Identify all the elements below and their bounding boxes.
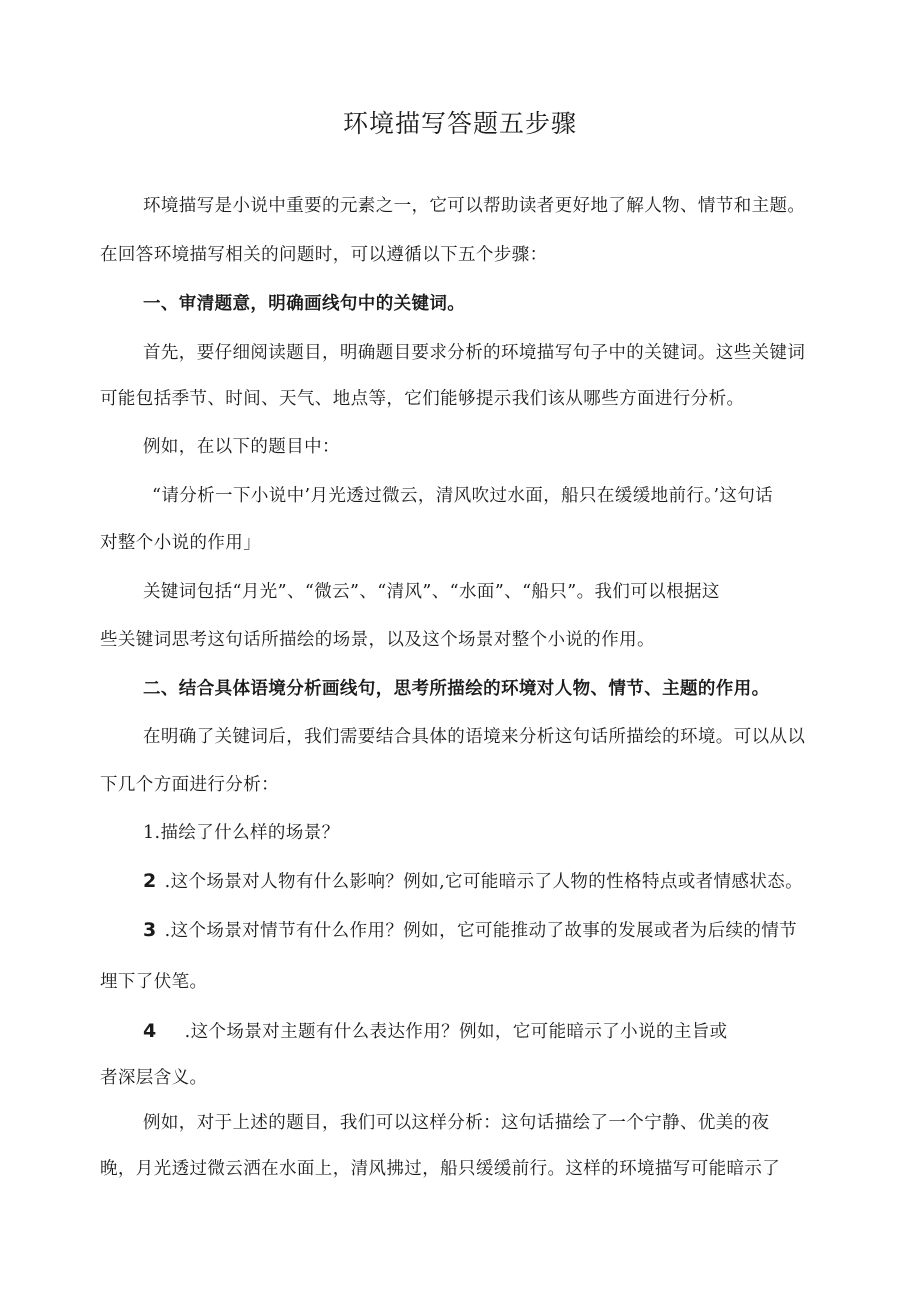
list-item-3-continuation: 埋下了伏笔。	[100, 972, 208, 992]
step2-paragraph-line-1: 在明确了关键词后，我们需要结合具体的语境来分析这句话所描绘的环境。可以从以	[143, 727, 806, 747]
intro-line-1: 环境描写是小说中重要的元素之一，它可以帮助读者更好地了解人物、情节和主题。	[143, 196, 806, 216]
quote-line-1: “请分析一下小说中’月光透过微云，清风吹过水面，船只在缓缓地前行。’这句话	[152, 486, 774, 506]
list-item-4-number: 4	[143, 1020, 157, 1042]
document-title: 环境描写答题五步骤	[342, 109, 577, 138]
list-item-1: 1.描绘了什么样的场景？	[143, 823, 340, 843]
step1-heading: 一、审清题意，明确画线句中的关键词。	[143, 294, 466, 314]
list-item-4-continuation: 者深层含义。	[100, 1068, 208, 1088]
keywords-line-1: 关键词包括“月光”、“微云”、“清风”、“水面”、“船只”。我们可以根据这	[143, 582, 720, 602]
list-item-3-text: .这个场景对情节有什么作用？例如，它可能推动了故事的发展或者为后续的情节	[164, 921, 798, 941]
list-item-2-number: 2	[143, 870, 157, 892]
step1-paragraph-line-2: 可能包括季节、时间、天气、地点等，它们能够提示我们该从哪些方面进行分析。	[100, 389, 745, 409]
intro-line-2: 在回答环境描写相关的问题时，可以遵循以下五个步骤：	[100, 245, 548, 265]
quote-line-2: 对整个小说的作用」	[100, 533, 262, 553]
keywords-line-2: 些关键词思考这句话所描绘的场景，以及这个场景对整个小说的作用。	[100, 630, 655, 650]
list-item-2-text: .这个场景对人物有什么影响？例如,它可能暗示了人物的性格特点或者情感状态。	[164, 872, 804, 892]
list-item-3-number: 3	[143, 919, 157, 941]
step2-heading: 二、结合具体语境分析画线句，思考所描绘的环境对人物、情节、主题的作用。	[143, 679, 770, 699]
list-item-2	[143, 868, 803, 893]
step1-paragraph-line-1: 首先，要仔细阅读题目，明确题目要求分析的环境描写句子中的关键词。这些关键词	[143, 343, 806, 363]
list-item-4	[143, 1018, 728, 1043]
example-intro: 例如，在以下的题目中：	[143, 437, 340, 457]
list-item-3	[143, 917, 797, 942]
step2-paragraph-line-2: 下几个方面进行分析：	[100, 775, 279, 795]
analysis-example-line-2: 晚，月光透过微云洒在水面上，清风拂过，船只缓缓前行。这样的环境描写可能暗示了	[100, 1159, 781, 1179]
analysis-example-line-1: 例如，对于上述的题目，我们可以这样分析：这句话描绘了一个宁静、优美的夜	[143, 1113, 770, 1133]
list-item-4-text: .这个场景对主题有什么表达作用？例如，它可能暗示了小说的主旨或	[184, 1022, 728, 1042]
